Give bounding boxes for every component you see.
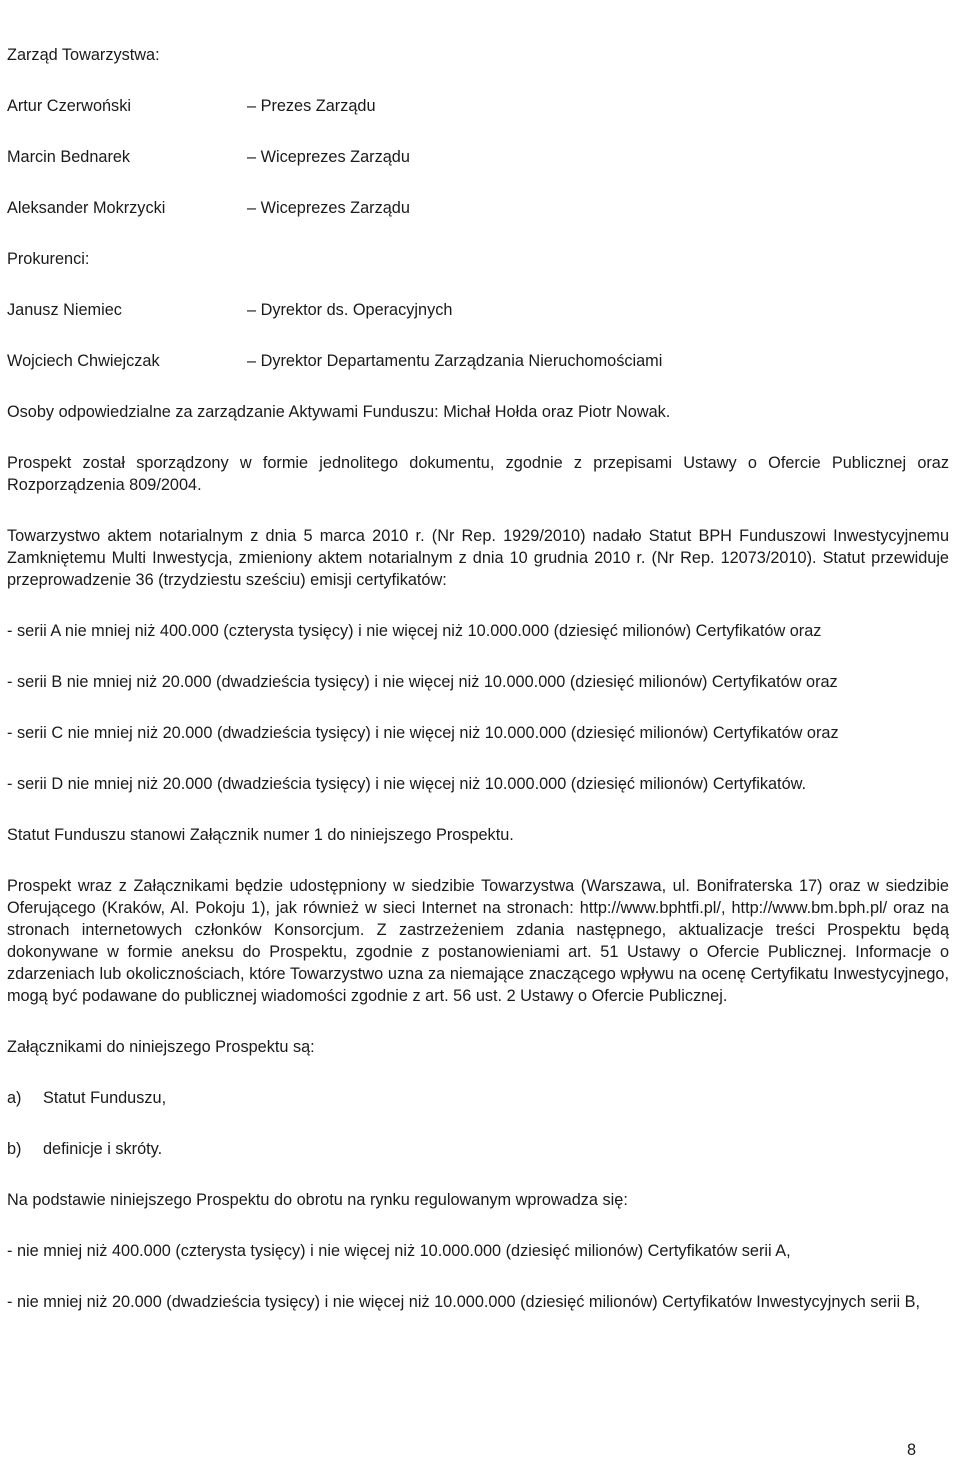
list-item-text: Statut Funduszu, [43, 1089, 167, 1107]
board-member-role: – Wiceprezes Zarządu [247, 199, 410, 217]
proxy-name: Wojciech Chwiejczak [7, 352, 160, 370]
statute-paragraph: Towarzystwo aktem notarialnym z dnia 5 marca 2010 r. (Nr Rep. 1929/2010) nadało Statut BPH Funduszowi Inwestycyjnemu Zamkniętemu Multi Inwestycja, zmieniony aktem notarialnym z dnia 10 grudnia 2010 r. (Nr Rep. 12073/2010). Statut przewiduje przeprowadzenie 36 (trzydziestu sześciu) emisji certyfikatów: [7, 527, 949, 589]
board-member-name: Artur Czerwoński [7, 97, 131, 115]
document-page [7, 44, 949, 1342]
prospect-form-paragraph: Prospekt został sporządzony w formie jednolitego dokumentu, zgodnie z przepisami Ustawy o Ofercie Publicznej oraz Rozporządzenia 809/2004. [7, 454, 949, 494]
board-heading: Zarząd Towarzystwa: [7, 46, 160, 64]
board-member-role: – Prezes Zarządu [247, 97, 376, 115]
trading-series-a-item: - nie mniej niż 400.000 (czterysta tysięcy) i nie więcej niż 10.000.000 (dziesięć milionów) Certyfikatów serii A, [7, 1242, 791, 1260]
trading-series-b-item: - nie mniej niż 20.000 (dwadzieścia tysięcy) i nie więcej niż 10.000.000 (dziesięć milionów) Certyfikatów Inwestycyjnych serii B, [7, 1293, 921, 1311]
board-member-name: Marcin Bednarek [7, 148, 131, 166]
attachments-heading: Załącznikami do niniejszego Prospektu są: [7, 1038, 315, 1056]
series-c-item: - serii C nie mniej niż 20.000 (dwadzieścia tysięcy) i nie więcej niż 10.000.000 (dziesięć milionów) Certyfikatów oraz [7, 724, 839, 742]
trading-heading: Na podstawie niniejszego Prospektu do obrotu na rynku regulowanym wprowadza się: [7, 1191, 628, 1209]
board-member-row [7, 146, 949, 168]
board-member-row [7, 197, 949, 219]
proxy-role: – Dyrektor ds. Operacyjnych [247, 301, 453, 319]
proxy-row [7, 299, 949, 321]
series-d-item: - serii D nie mniej niż 20.000 (dwadzieścia tysięcy) i nie więcej niż 10.000.000 (dziesięć milionów) Certyfikatów. [7, 775, 807, 793]
list-marker: a) [7, 1089, 22, 1107]
asset-managers-paragraph: Osoby odpowiedzialne za zarządzanie Aktywami Funduszu: Michał Hołda oraz Piotr Nowak. [7, 403, 671, 421]
page-number: 8 [906, 1441, 916, 1459]
attachment-list-item [7, 1087, 949, 1109]
series-b-item: - serii B nie mniej niż 20.000 (dwadzieścia tysięcy) i nie więcej niż 10.000.000 (dziesięć milionów) Certyfikatów oraz [7, 673, 838, 691]
board-member-role: – Wiceprezes Zarządu [247, 148, 410, 166]
attachment-1-paragraph: Statut Funduszu stanowi Załącznik numer 1 do niniejszego Prospektu. [7, 826, 514, 844]
series-a-item: - serii A nie mniej niż 400.000 (czterysta tysięcy) i nie więcej niż 10.000.000 (dziesięć milionów) Certyfikatów oraz [7, 622, 822, 640]
list-marker: b) [7, 1140, 22, 1158]
proxy-role: – Dyrektor Departamentu Zarządzania Nieruchomościami [247, 352, 663, 370]
proxy-row [7, 350, 949, 372]
proxy-name: Janusz Niemiec [7, 301, 122, 319]
proxies-heading: Prokurenci: [7, 250, 90, 268]
board-member-name: Aleksander Mokrzycki [7, 199, 166, 217]
availability-paragraph: Prospekt wraz z Załącznikami będzie udostępniony w siedzibie Towarzystwa (Warszawa, ul. Bonifraterska 17) oraz w siedzibie Oferującego (Kraków, Al. Pokoju 1), jak również w sieci Internet na stronach: http://www.bphtfi.pl/, http://www.bm.bph.pl/ oraz na stronach internetowych członków Konsorcjum. Z zastrzeżeniem zdania następnego, aktualizacje treści Prospektu będą dokonywane w formie aneksu do Prospektu, zgodnie z postanowieniami art. 51 Ustawy o Ofercie Publicznej. Informacje o zdarzeniach lub okolicznościach, które Towarzystwo uzna za niemające znaczącego wpływu na ocenę Certyfikatu Inwestycyjnego, mogą być podawane do publicznej wiadomości zgodnie z art. 56 ust. 2 Ustawy o Ofercie Publicznej. [7, 877, 949, 1005]
list-item-text: definicje i skróty. [43, 1140, 163, 1158]
board-member-row [7, 95, 949, 117]
attachment-list-item [7, 1138, 949, 1160]
